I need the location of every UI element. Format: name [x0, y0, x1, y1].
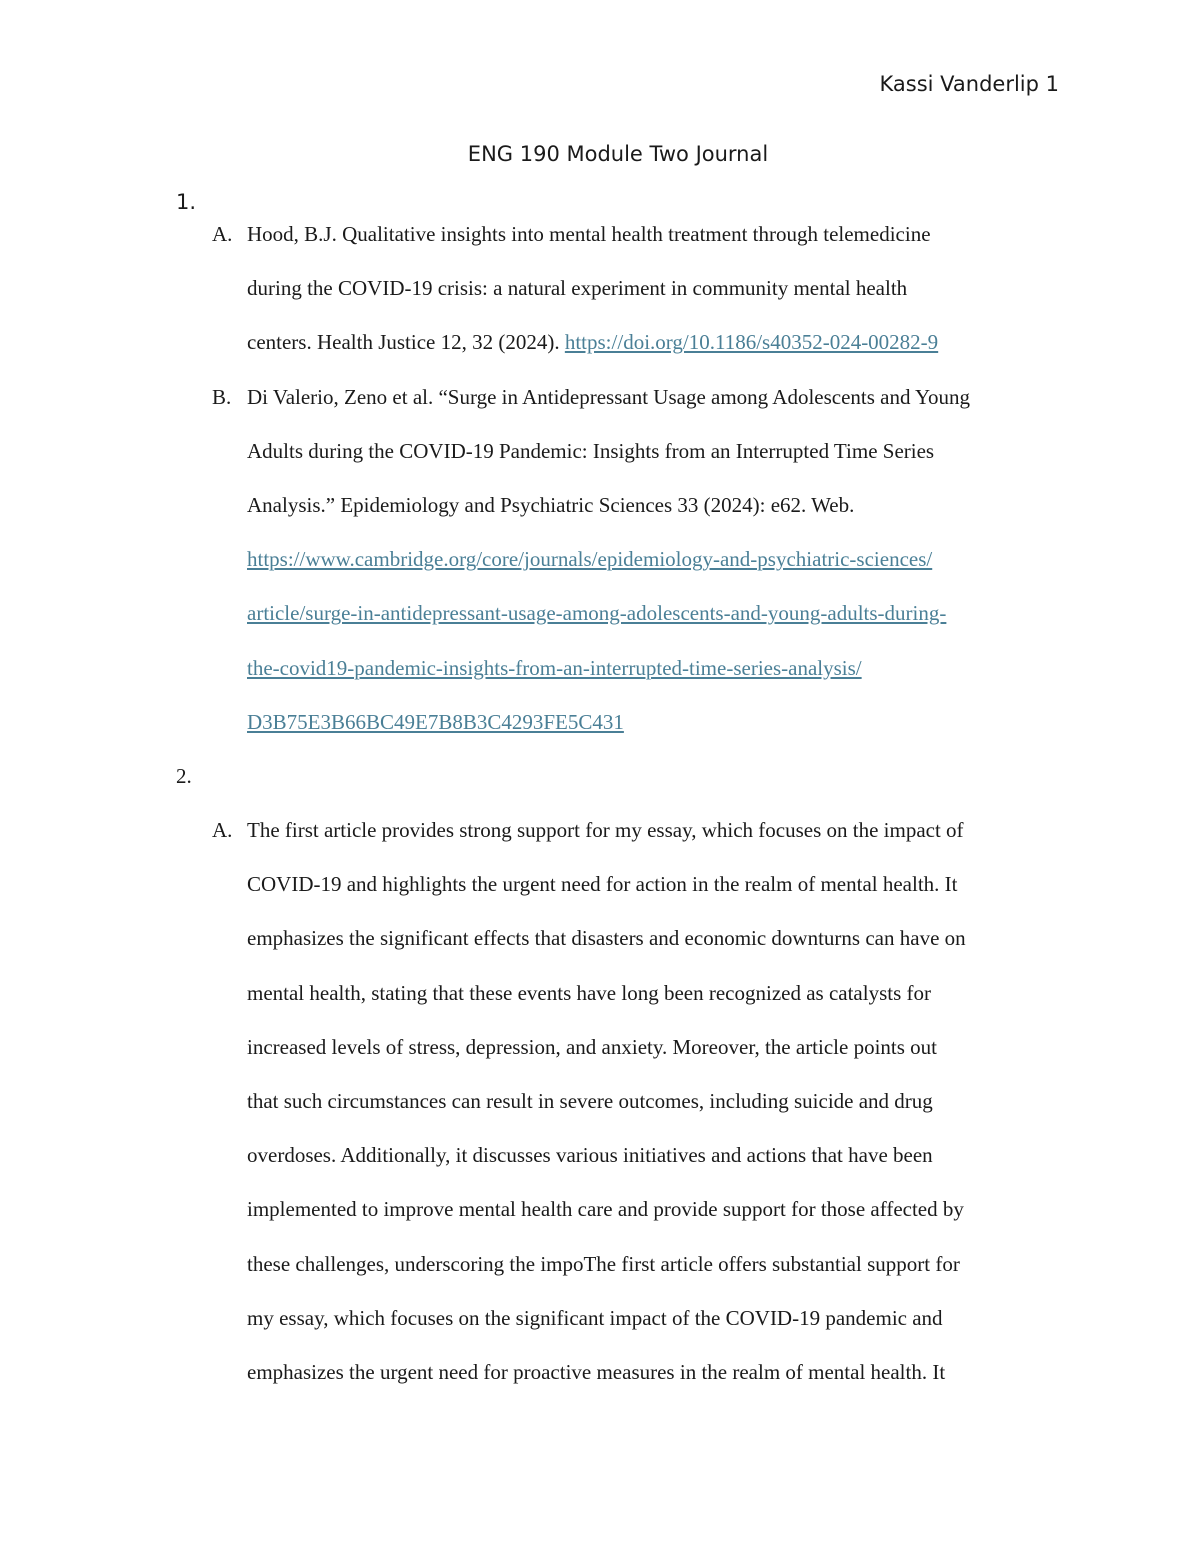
- link-line: [0, 695, 1200, 749]
- list-label: B.: [212, 384, 232, 409]
- cambridge-link[interactable]: article/surge-in-antidepressant-usage-among-adolescents-and-young-adults-during-: [247, 601, 947, 626]
- text-line: emphasizes the urgent need for proactive measures in the realm of mental health. It: [247, 1359, 946, 1384]
- cambridge-link[interactable]: D3B75E3B66BC49E7B8B3C4293FE5C431: [247, 709, 624, 734]
- section-2-number: 2.: [176, 763, 192, 788]
- text-line: these challenges, underscoring the impoThe first article offers substantial support for: [247, 1251, 960, 1276]
- text-line: Hood, B.J. Qualitative insights into mental health treatment through telemedicine: [247, 222, 931, 246]
- text-line: COVID-19 and highlights the urgent need for action in the realm of mental health. It: [247, 872, 958, 897]
- section-1-number: 1.: [176, 190, 197, 214]
- text-line: during the COVID-19 crisis: a natural experiment in community mental health: [247, 276, 908, 301]
- link-line: [0, 586, 1200, 640]
- text-line: mental health, stating that these events have long been recognized as catalysts for: [247, 980, 932, 1005]
- text-line: increased levels of stress, depression, and anxiety. Moreover, the article points out: [247, 1034, 938, 1059]
- link-line: [0, 641, 1200, 695]
- text-line: implemented to improve mental health care and provide support for those affected by: [247, 1197, 964, 1222]
- cambridge-link[interactable]: https://www.cambridge.org/core/journals/epidemiology-and-psychiatric-sciences/: [247, 547, 933, 572]
- text-line: [0, 315, 1200, 369]
- page-title: ENG 190 Module Two Journal: [467, 142, 769, 166]
- reference-a: [0, 207, 1200, 261]
- running-head: Kassi Vanderlip 1: [879, 72, 1059, 96]
- section-2-heading: [0, 749, 1200, 803]
- text-line: Analysis.” Epidemiology and Psychiatric Sciences 33 (2024): e62. Web.: [247, 492, 855, 517]
- doi-link[interactable]: https://doi.org/10.1186/s40352-024-00282-9: [564, 330, 939, 355]
- text-line: emphasizes the significant effects that disasters and economic downturns can have on: [247, 926, 966, 951]
- response-a: [0, 803, 1200, 857]
- text-line: The first article provides strong support for my essay, which focuses on the impact of: [247, 818, 964, 843]
- list-label: A.: [212, 222, 233, 246]
- text-line: my essay, which focuses on the significant impact of the COVID-19 pandemic and: [247, 1305, 943, 1330]
- list-label: A.: [212, 818, 233, 843]
- cambridge-link[interactable]: the-covid19-pandemic-insights-from-an-interrupted-time-series-analysis/: [247, 655, 862, 680]
- text-line: overdoses. Additionally, it discusses various initiatives and actions that have been: [247, 1143, 933, 1168]
- text-line: centers. Health Justice 12, 32 (2024).: [247, 330, 565, 355]
- link-line: [0, 532, 1200, 586]
- document-body: [0, 207, 1200, 1399]
- text-line: that such circumstances can result in severe outcomes, including suicide and drug: [247, 1089, 933, 1113]
- text-line: Di Valerio, Zeno et al. “Surge in Antidepressant Usage among Adolescents and Young: [247, 384, 971, 409]
- text-line: Adults during the COVID-19 Pandemic: Insights from an Interrupted Time Series: [247, 438, 935, 463]
- reference-b: [0, 370, 1200, 424]
